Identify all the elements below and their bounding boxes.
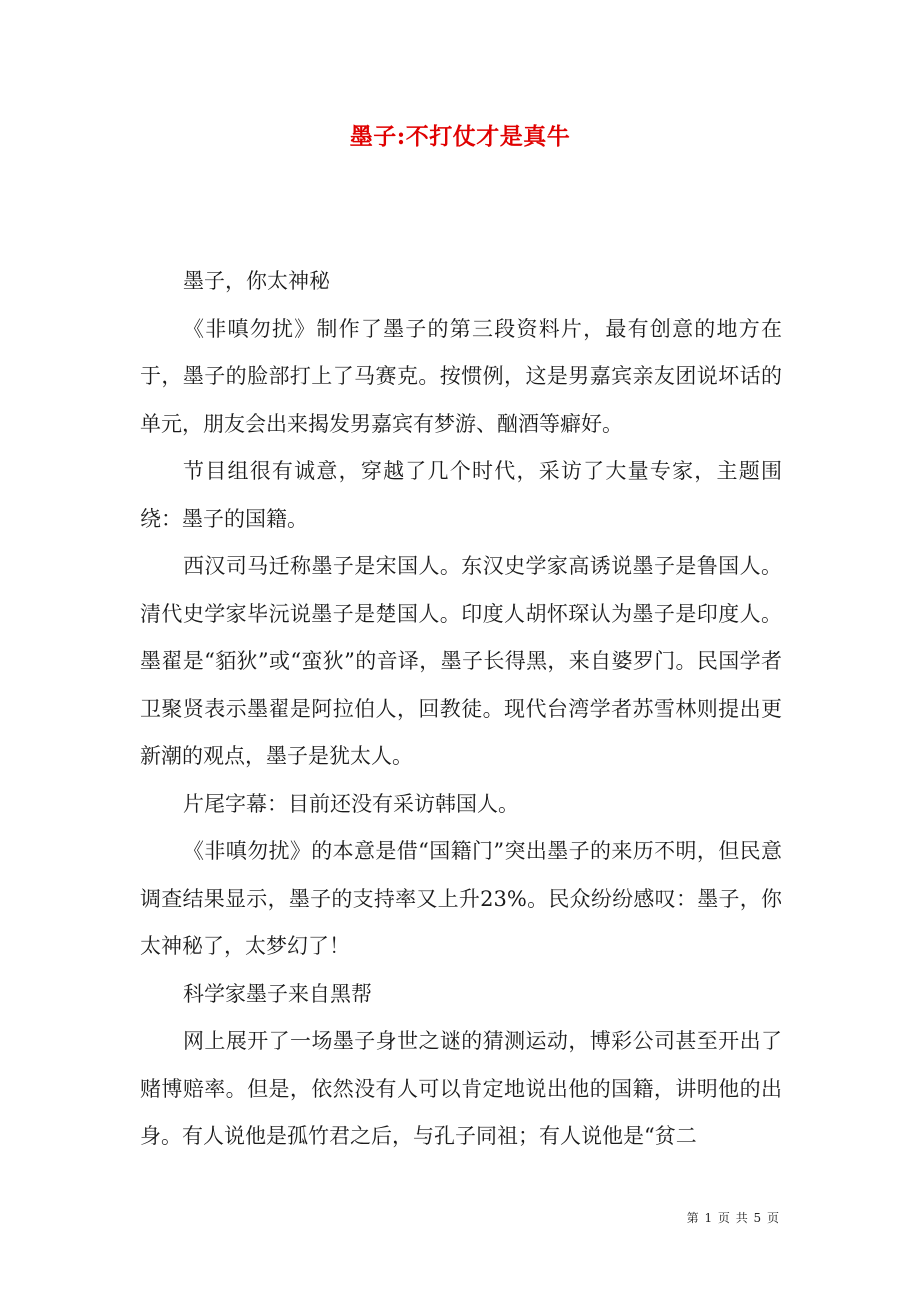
subheading-mozi-mysterious: 墨子，你太神秘 — [183, 269, 330, 293]
body-paragraph: 《非嗔勿扰》的本意是借“国籍门”突出墨子的来历不明，但民意调查结果显示，墨子的支持率又上升23%。民众纷纷感叹：墨子，你太神秘了，太梦幻了！ — [140, 839, 782, 958]
body-paragraph: 网上展开了一场墨子身世之谜的猜测运动，博彩公司甚至开出了赌博赔率。但是，依然没有人可以肯定地说出他的国籍，讲明他的出身。有人说他是孤竹君之后，与孔子同祖；有人说他是“贫二 — [140, 1029, 782, 1148]
document-body — [140, 258, 782, 1161]
page-number-footer: 第 1 页 共 5 页 — [686, 1211, 780, 1225]
body-paragraph: 西汉司马迁称墨子是宋国人。东汉史学家高诱说墨子是鲁国人。清代史学家毕沅说墨子是楚国人。印度人胡怀琛认为墨子是印度人。墨翟是“貊狄”或“蛮狄”的音译，墨子长得黑，来自婆罗门。民国学者卫聚贤表示墨翟是阿拉伯人，回教徒。现代台湾学者苏雪林则提出更新潮的观点，墨子是犹太人。 — [140, 554, 782, 768]
subheading-scientist: 科学家墨子来自黑帮 — [183, 981, 372, 1006]
document-title: 墨子:不打仗才是真牛 — [349, 123, 571, 150]
body-paragraph: 《非嗔勿扰》制作了墨子的第三段资料片，最有创意的地方在于，墨子的脸部打上了马赛克。按惯例，这是男嘉宾亲友团说坏话的单元，朋友会出来揭发男嘉宾有梦游、酗酒等癖好。 — [140, 316, 782, 436]
body-paragraph: 片尾字幕：目前还没有采访韩国人。 — [183, 791, 519, 816]
body-paragraph: 节目组很有诚意，穿越了几个时代，采访了大量专家，主题围绕：墨子的国籍。 — [140, 459, 782, 531]
